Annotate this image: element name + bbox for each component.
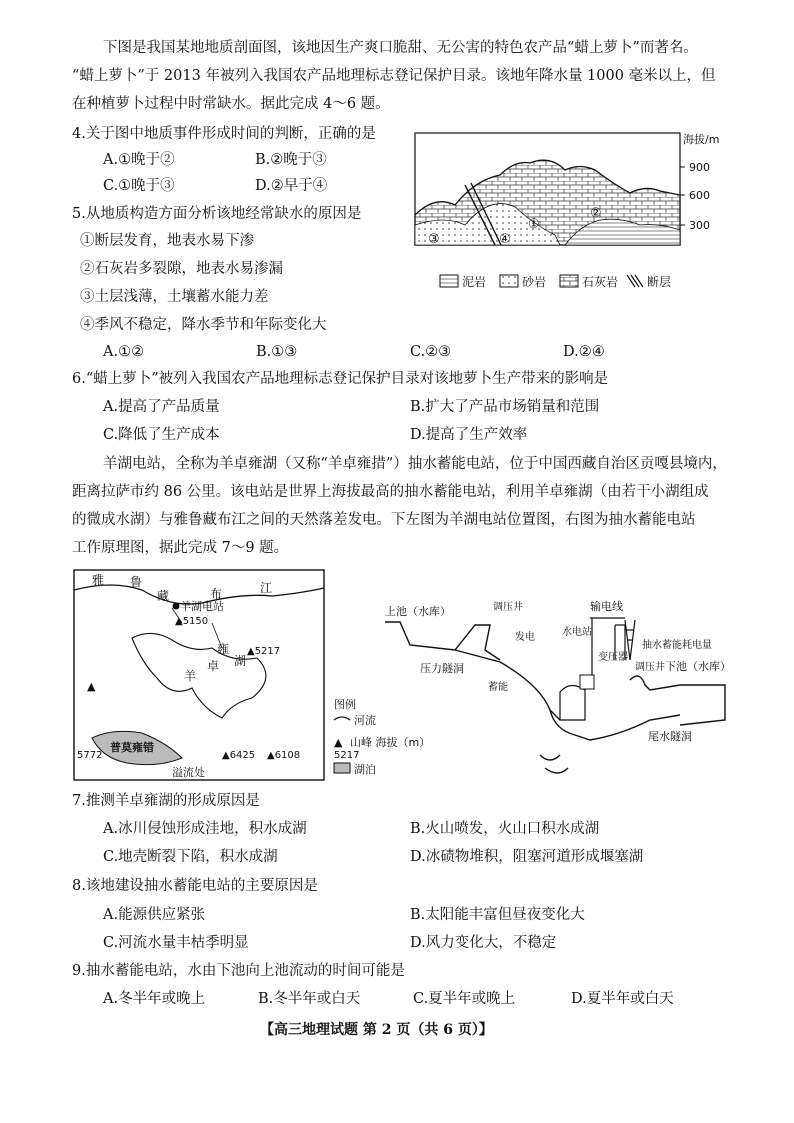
legend-peak-value: 5217 — [334, 750, 360, 761]
q9-option-b[interactable]: B.冬半年或白天 — [258, 991, 361, 1007]
q6-option-d[interactable]: D.提高了生产效率 — [410, 427, 528, 443]
q8-option-c[interactable]: C.河流水量丰枯季明显 — [103, 935, 249, 951]
tick-300: 300 — [689, 219, 710, 232]
peak-6425: ▲6425 — [222, 750, 256, 761]
marker-3: ③ — [428, 232, 440, 247]
intro2-line4: 工作原理图，据此完成 7～9 题。 — [72, 540, 289, 556]
legend-mudstone: 泥岩 — [462, 275, 487, 289]
legend-title: 图例 — [334, 698, 356, 711]
legend-lake: 湖泊 — [354, 763, 376, 776]
svg-text:▲: ▲ — [334, 736, 343, 749]
station-label: 羊湖电站 — [180, 600, 224, 613]
river-char-4: 布 — [210, 587, 223, 601]
upper-pool-label: 上池（水库） — [385, 605, 451, 618]
q5-item-4: ④季风不稳定，降水季节和年际变化大 — [80, 317, 327, 333]
q8-option-b[interactable]: B.太阳能丰富但昼夜变化大 — [410, 907, 585, 923]
marker-4: ④ — [499, 232, 511, 247]
peak-5150: ▲5150 — [175, 616, 209, 627]
legend-fault: 断层 — [647, 275, 672, 289]
q6-option-a[interactable]: A.提高了产品质量 — [103, 399, 220, 415]
peak-5772: 5772 — [77, 750, 103, 761]
q5-option-b[interactable]: B.①③ — [256, 344, 298, 360]
q6-stem: 6.“蜡上萝卜”被列入我国农产品地理标志登记保护目录对该地萝卜生产带来的影响是 — [72, 371, 609, 387]
lower-pool-label: 下池（水库） — [665, 660, 731, 673]
station-dot — [173, 603, 180, 610]
q5-stem: 5.从地质构造方面分析该地经常缺水的原因是 — [72, 206, 362, 222]
legend-limestone: 石灰岩 — [582, 275, 619, 289]
q4-stem: 4.关于图中地质事件形成时间的判断，正确的是 — [72, 126, 376, 142]
tail-tunnel-label: 尾水隧洞 — [648, 730, 692, 743]
river-char-3: 藏 — [157, 589, 170, 603]
legend-river: 河流 — [354, 714, 376, 727]
q4-option-d[interactable]: D.②早于④ — [255, 178, 328, 194]
q5-item-2: ②石灰岩多裂隙，地表水易渗漏 — [80, 261, 283, 277]
q5-option-a[interactable]: A.①② — [103, 344, 145, 360]
store-label: 蓄能 — [488, 682, 508, 693]
q8-option-d[interactable]: D.风力变化大，不稳定 — [410, 935, 557, 951]
q4-option-a[interactable]: A.①晚于② — [103, 152, 175, 168]
q4-option-c[interactable]: C.①晚于③ — [103, 178, 175, 194]
q9-option-a[interactable]: A.冬半年或晚上 — [103, 991, 206, 1007]
river-char-1: 雅 — [92, 573, 105, 587]
consumer-label: 抽水蓄能耗电量 — [642, 640, 712, 651]
q5-item-3: ③土层浅薄，土壤蓄水能力差 — [80, 289, 269, 305]
legend-sandstone: 砂岩 — [522, 275, 547, 289]
page-footer: 【高三地理试题 第 2 页（共 6 页）】 — [260, 1022, 493, 1038]
gen-label: 发电 — [515, 632, 535, 643]
q7-option-c[interactable]: C.地壳断裂下陷，积水成湖 — [103, 849, 278, 865]
q9-stem: 9.抽水蓄能电站，水由下池向上池流动的时间可能是 — [72, 963, 405, 979]
intro1-line3: 在种植萝卜过程中时常缺水。据此完成 4～6 题。 — [72, 96, 390, 112]
station-label-diagram: 水电站 — [562, 627, 592, 638]
q8-option-a[interactable]: A.能源供应紧张 — [103, 907, 206, 923]
flow-arrow-icon — [540, 755, 568, 773]
q9-option-d[interactable]: D.夏半年或白天 — [571, 991, 674, 1007]
peak-6108: ▲6108 — [267, 750, 301, 761]
q9-option-c[interactable]: C.夏半年或晚上 — [413, 991, 516, 1007]
legend-peak: 山峰 海拔（m） — [350, 736, 431, 749]
small-lake-label: 普莫雍错 — [110, 741, 154, 754]
q7-option-d[interactable]: D.冰碛物堆积，阻塞河道形成堰塞湖 — [410, 849, 644, 865]
marker-2: ② — [590, 206, 602, 221]
axis-title: 海拔/m — [683, 133, 720, 146]
transformer-label: 变压器 — [598, 652, 628, 663]
tick-900: 900 — [689, 161, 710, 174]
lake-char-2: 卓 — [207, 659, 220, 673]
river-char-5: 江 — [260, 581, 273, 595]
q4-option-b[interactable]: B.②晚于③ — [255, 152, 327, 168]
tunnel-label: 压力隧洞 — [420, 662, 464, 675]
intro1-line1: 下图是我国某地地质剖面图，该地因生产爽口脆甜、无公害的特色农产品“蜡上萝卜”而著名。 — [103, 40, 698, 56]
q6-option-c[interactable]: C.降低了生产成本 — [103, 427, 220, 443]
intro2-line1: 羊湖电站，全称为羊卓雍湖（又称“羊卓雍措”）抽水蓄能电站，位于中国西藏自治区贡嘎县境内， — [103, 456, 727, 472]
intro1-line2: “蜡上萝卜”于 2013 年被列入我国农产品地理标志登记保护目录。该地年降水量 1000 毫米以上，但 — [72, 68, 716, 84]
q5-option-c[interactable]: C.②③ — [410, 344, 452, 360]
power-line-label: 输电线 — [590, 600, 623, 613]
tick-600: 600 — [689, 189, 710, 202]
power-house — [560, 685, 585, 720]
lake-char-4: 湖 — [234, 654, 247, 668]
intro2-line2: 距离拉萨市约 86 公里。该电站是世界上海拔最高的抽水蓄能电站，利用羊卓雍湖（由若干小湖组成 — [72, 484, 709, 500]
intro2-line3: 的微成水湖）与雅鲁藏布江之间的天然落差发电。下左图为羊湖电站位置图，右图为抽水蓄能电站 — [72, 512, 696, 528]
outflow-label: 溢流处 — [172, 766, 205, 779]
q6-option-b[interactable]: B.扩大了产品市场销量和范围 — [410, 399, 600, 415]
river-char-2: 鲁 — [130, 575, 143, 589]
surge-well-1: 调压井 — [493, 602, 523, 613]
q7-option-b[interactable]: B.火山喷发，火山口积水成湖 — [410, 821, 600, 837]
pumped-storage-diagram — [380, 590, 735, 790]
marker-1: ① — [528, 217, 540, 232]
peak-5217: ▲5217 — [247, 646, 281, 657]
q7-stem: 7.推测羊卓雍湖的形成原因是 — [72, 793, 260, 809]
q5-option-d[interactable]: D.②④ — [563, 344, 605, 360]
q7-option-a[interactable]: A.冰川侵蚀形成洼地，积水成湖 — [103, 821, 307, 837]
svg-text:▲: ▲ — [87, 680, 96, 693]
lake-char-3: 雍 — [217, 642, 230, 656]
lake-char-1: 羊 — [184, 669, 197, 683]
q5-item-1: ①断层发育，地表水易下渗 — [80, 233, 254, 249]
geologic-profile-figure — [405, 125, 735, 295]
surge-well-2: 调压井 — [635, 662, 665, 673]
q8-stem: 8.该地建设抽水蓄能电站的主要原因是 — [72, 878, 318, 894]
